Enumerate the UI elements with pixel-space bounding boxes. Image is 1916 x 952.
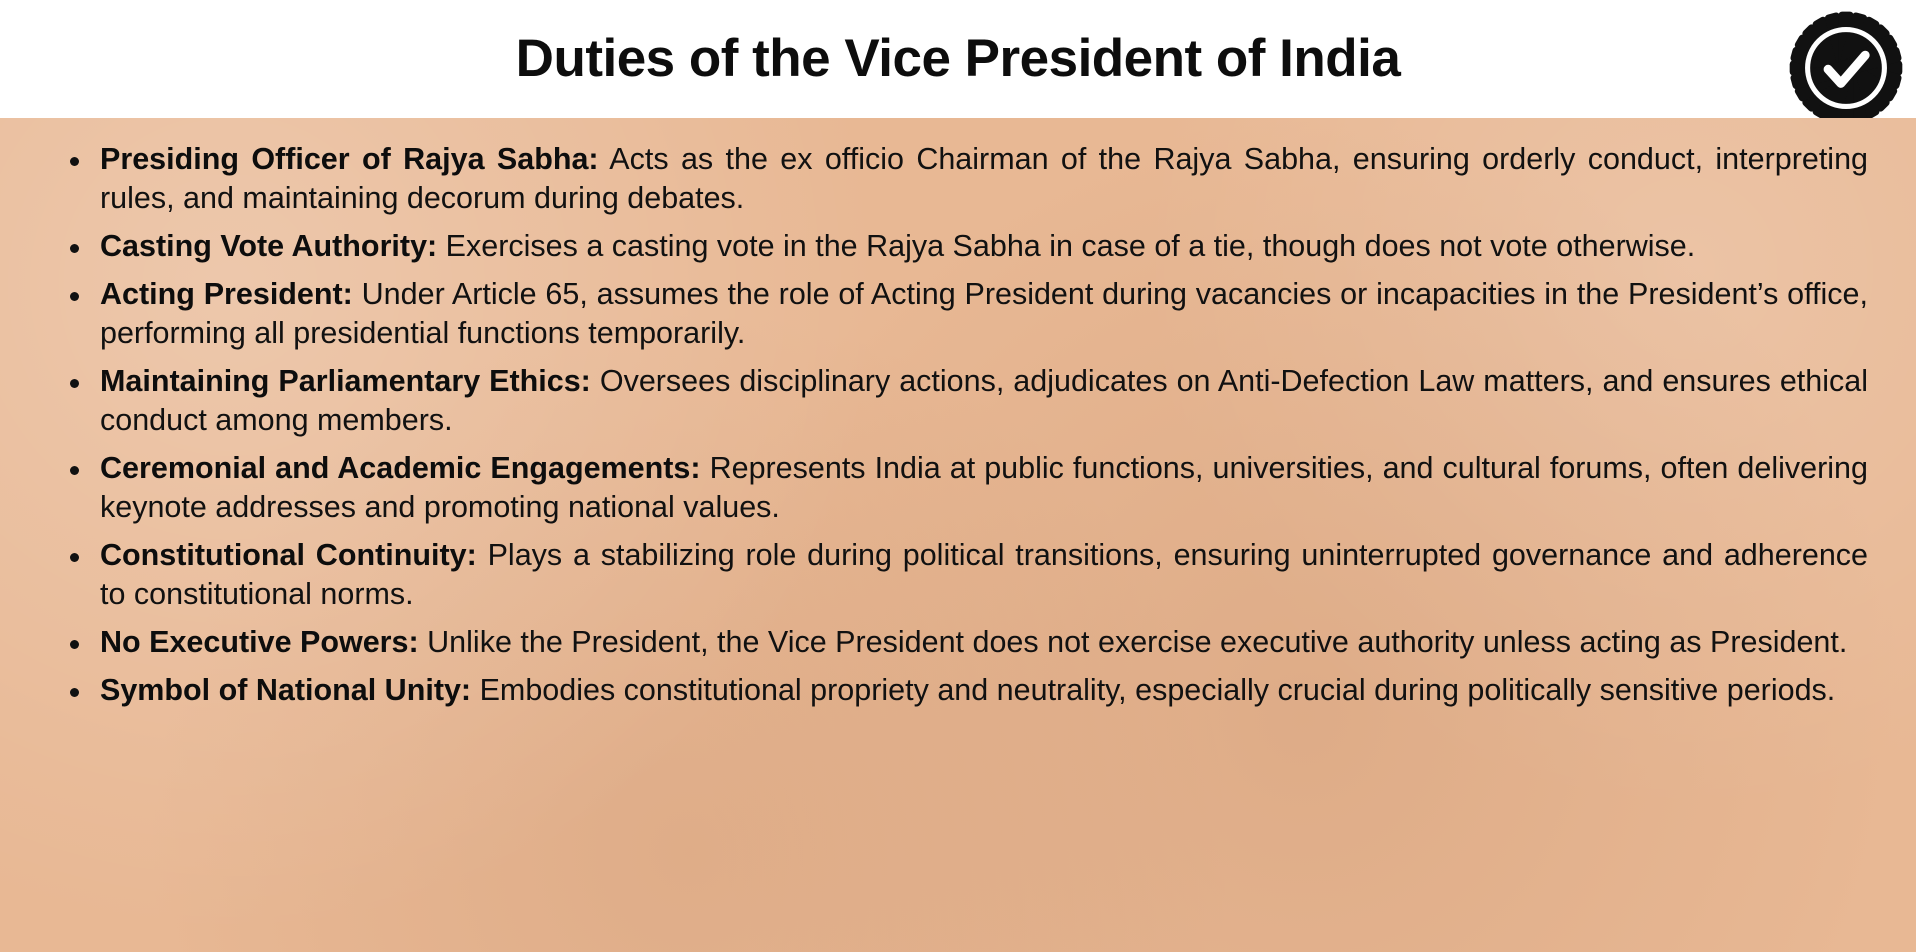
list-item-text: Unlike the President, the Vice President does not exercise executive authority unless acting as President. [427, 625, 1848, 660]
list-item-label: Casting Vote Authority: [100, 229, 438, 264]
duties-list [48, 140, 1868, 710]
check-seal-icon [1782, 4, 1910, 132]
list-item [48, 362, 1868, 440]
list-item [48, 536, 1868, 614]
list-item [48, 140, 1868, 218]
list-item-label: Symbol of National Unity: [100, 673, 472, 708]
list-item-text: Exercises a casting vote in the Rajya Sabha in case of a tie, though does not vote otherwise. [445, 229, 1696, 264]
list-item-text: Acts as the ex officio Chairman of the Rajya Sabha, ensuring orderly conduct, interpreting rules, and maintaining decorum during debates. [100, 142, 1868, 216]
list-item-label: Constitutional Continuity: [100, 538, 477, 573]
list-item-text: Represents India at public functions, universities, and cultural forums, often delivering keynote addresses and promoting national values. [100, 451, 1868, 525]
list-item [48, 227, 1868, 266]
list-item [48, 671, 1868, 710]
list-item-text: Under Article 65, assumes the role of Acting President during vacancies or incapacities in the President’s office, performing all presidential functions temporarily. [100, 277, 1868, 351]
list-item-label: No Executive Powers: [100, 625, 419, 660]
header-bar [0, 0, 1916, 118]
list-item-label: Ceremonial and Academic Engagements: [100, 451, 701, 486]
list-item-text: Oversees disciplinary actions, adjudicates on Anti-Defection Law matters, and ensures ethical conduct among members. [100, 364, 1868, 438]
list-item-label: Presiding Officer of Rajya Sabha: [100, 142, 599, 176]
list-item [48, 275, 1868, 353]
list-item-label: Acting President: [100, 277, 353, 312]
list-item [48, 623, 1868, 662]
list-item-label: Maintaining Parliamentary Ethics: [100, 364, 591, 399]
page-title: Duties of the Vice President of India [515, 28, 1401, 88]
list-item [48, 449, 1868, 527]
list-item-text: Plays a stabilizing role during political transitions, ensuring uninterrupted governance and adherence to constitutional norms. [100, 538, 1868, 612]
list-item-text: Embodies constitutional propriety and neutrality, especially crucial during politically sensitive periods. [479, 673, 1836, 708]
duties-content [0, 118, 1916, 952]
